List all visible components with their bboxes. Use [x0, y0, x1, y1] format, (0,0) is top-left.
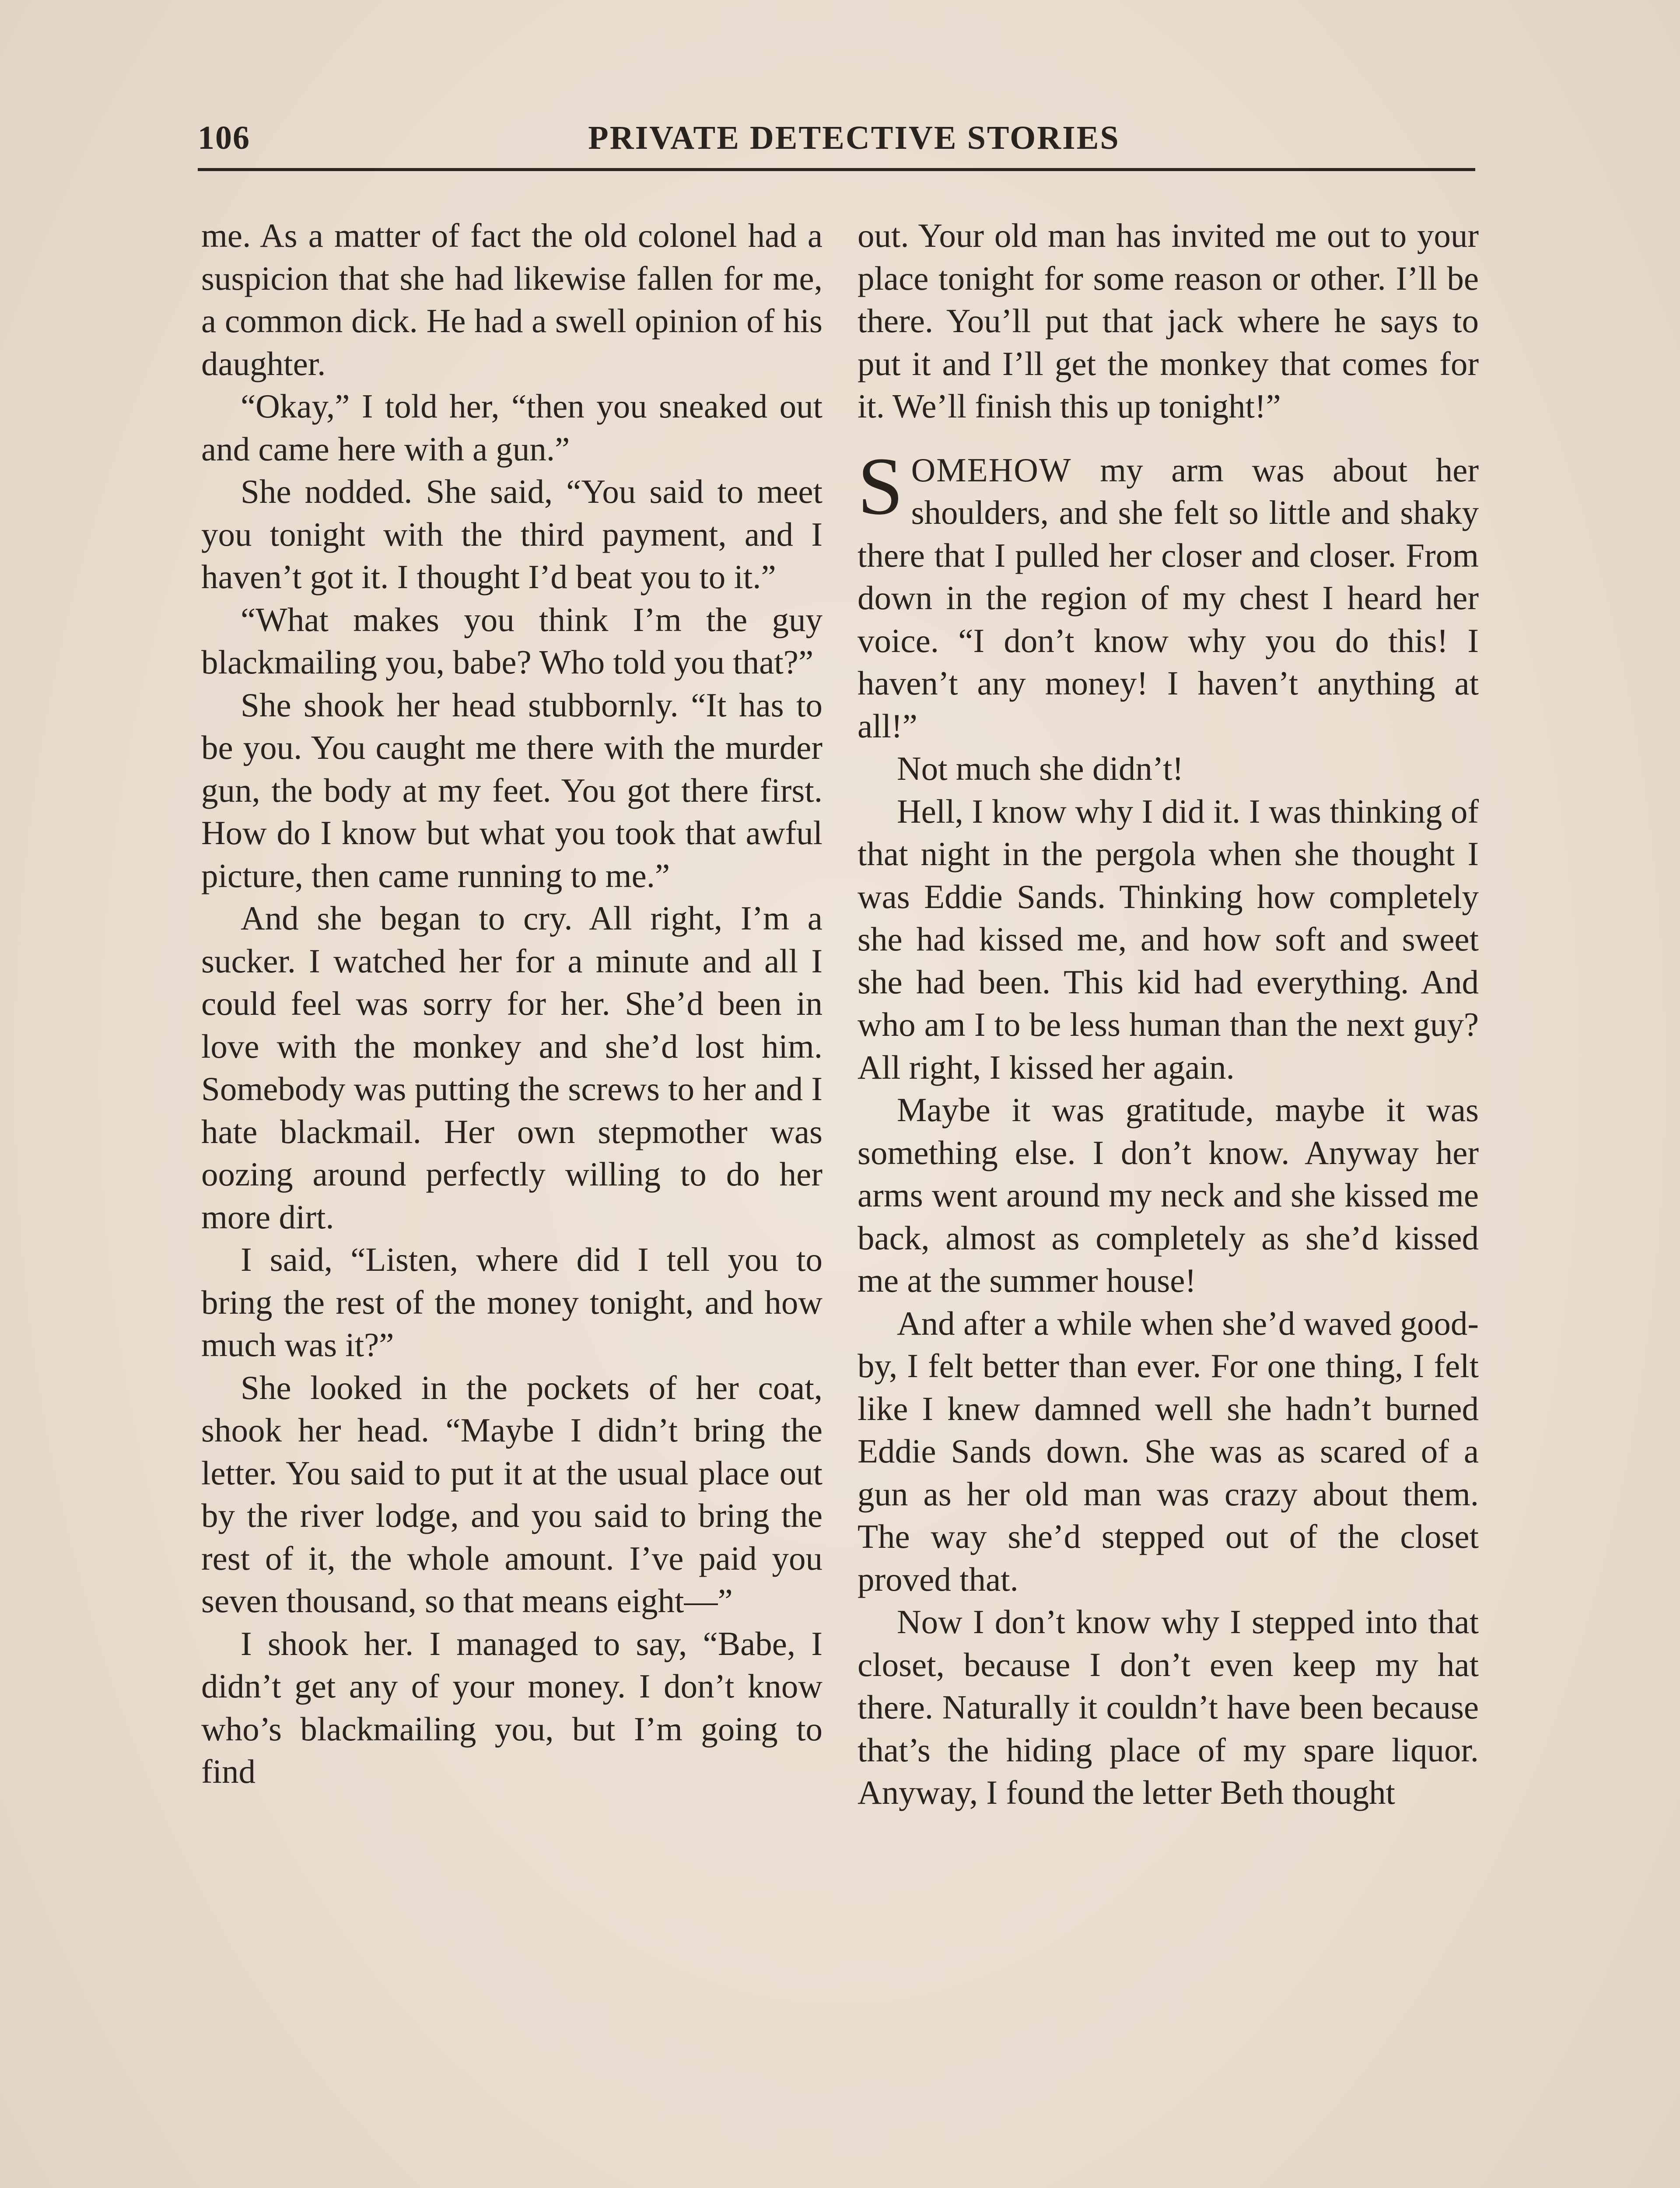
paragraph: Not much she didn’t! [897, 750, 1184, 787]
header-rule [198, 168, 1475, 171]
paragraph-continuation: out. Your old man has invited me out to your place tonight for some reason or other. I’ll be there. You’ll put that jack where he says to put it and I’ll get the monkey that comes for it. We’ll finish this up tonight!” [858, 217, 1479, 425]
left-column [201, 214, 822, 2188]
paragraph: Hell, I know why I did it. I was thinking of that night in the pergola when she thought I was Eddie Sands. Thinking how completely she had kissed me, and how soft and sweet she had been. This kid had everything. And who am I to be less human than the next guy? All right, I kissed her again. [858, 792, 1479, 1086]
paragraph: Maybe it was gratitude, maybe it was something else. I don’t know. Anyway her arms went around my neck and she kissed me back, almost as completely as she’d kissed me at the summer house! [858, 1091, 1479, 1299]
page-number: 106 [198, 119, 250, 156]
paragraph: “Okay,” I told her, “then you sneaked out and came here with a gun.” [201, 387, 822, 468]
paragraph: me. As a matter of fact the old colonel had a suspicion that she had likewise fallen for me, a common dick. He had a swell opinion of his daughter. [201, 217, 822, 382]
section-text: my arm was about her shoulders, and she felt so little and shaky there that I pulled her closer and closer. From down in the region of my chest I heard her voice. “I don’t know why you do this! I haven’t any money! I haven’t anything at all!” [858, 451, 1479, 745]
paragraph: I shook her. I managed to say, “Babe, I didn’t get any of your money. I don’t know who’s blackmailing you, but I’m going to find [201, 1624, 822, 1790]
running-title: PRIVATE DETECTIVE STORIES [588, 119, 1120, 156]
section-opening-paragraph [858, 440, 1479, 748]
paragraph: She nodded. She said, “You said to meet you tonight with the third payment, and I haven’t got it. I thought I’d beat you to it.” [201, 473, 822, 596]
drop-cap: S [858, 440, 903, 532]
paragraph: I said, “Listen, where did I tell you to bring the rest of the money tonight, and how much was it?” [201, 1241, 822, 1364]
paragraph: “What makes you think I’m the guy blackmailing you, babe? Who told you that?” [201, 600, 822, 681]
small-caps-lead: OMEHOW [911, 451, 1072, 489]
paragraph: She shook her head stubbornly. “It has to be you. You caught me there with the murder gun, the body at my feet. You got there first. How do I know but what you took that awful picture, then came running to me.” [201, 686, 822, 894]
paragraph: Now I don’t know why I stepped into that closet, because I don’t even keep my hat there. Naturally it couldn’t have been because that’s the hiding place of my spare liquor. Anyway, I found the letter Beth thought [858, 1603, 1479, 1811]
paragraph: And she began to cry. All right, I’m a sucker. I watched her for a minute and all I could feel was sorry for her. She’d been in love with the monkey and she’d lost him. Somebody was putting the screws to her and I hate blackmail. Her own stepmother was oozing around perfectly willing to do her more dirt. [201, 899, 822, 1236]
right-column [858, 214, 1479, 2188]
paragraph: She looked in the pockets of her coat, shook her head. “Maybe I didn’t bring the letter. You said to put it at the usual place out by the river lodge, and you said to bring the rest of it, the whole amount. I’ve paid you seven thousand, so that means eight—” [201, 1368, 822, 1620]
paragraph: And after a while when she’d waved good-by, I felt better than ever. For one thing, I felt like I knew damned well she hadn’t burned Eddie Sands down. She was as scared of a gun as her old man was crazy about them. The way she’d stepped out of the closet proved that. [858, 1304, 1479, 1598]
page-header [198, 119, 1475, 158]
